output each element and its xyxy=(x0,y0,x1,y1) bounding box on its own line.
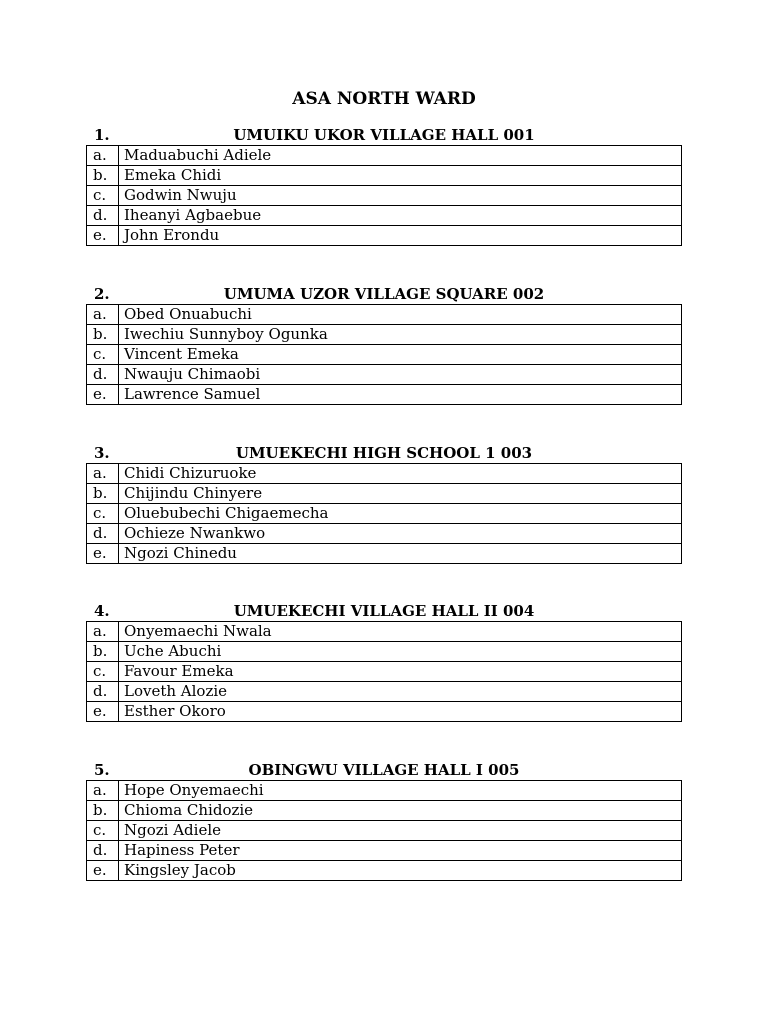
member-name: Lawrence Samuel xyxy=(119,385,682,405)
table-row xyxy=(87,524,682,544)
row-letter: b. xyxy=(87,642,119,662)
page-title: ASA NORTH WARD xyxy=(292,89,476,109)
row-letter: d. xyxy=(87,841,119,861)
member-name: Hope Onyemaechi xyxy=(119,781,682,801)
row-letter: c. xyxy=(87,821,119,841)
section-number: 5. xyxy=(94,761,110,779)
row-letter: d. xyxy=(87,365,119,385)
table-row xyxy=(87,365,682,385)
member-table xyxy=(86,463,682,564)
section-header xyxy=(86,443,682,463)
row-letter: e. xyxy=(87,226,119,246)
member-table xyxy=(86,621,682,722)
row-letter: b. xyxy=(87,325,119,345)
row-letter: d. xyxy=(87,524,119,544)
table-row xyxy=(87,821,682,841)
row-letter: c. xyxy=(87,186,119,206)
table-row xyxy=(87,801,682,821)
member-name: Ngozi Adiele xyxy=(119,821,682,841)
row-letter: c. xyxy=(87,662,119,682)
member-table xyxy=(86,780,682,881)
member-name: Onyemaechi Nwala xyxy=(119,622,682,642)
table-row xyxy=(87,642,682,662)
section-number: 3. xyxy=(94,444,110,462)
section-title: UMUMA UZOR VILLAGE SQUARE 002 xyxy=(223,285,545,303)
table-row xyxy=(87,841,682,861)
row-letter: c. xyxy=(87,504,119,524)
row-letter: e. xyxy=(87,385,119,405)
row-letter: e. xyxy=(87,861,119,881)
member-name: Chijindu Chinyere xyxy=(119,484,682,504)
section-title: UMUEKECHI HIGH SCHOOL 1 003 xyxy=(235,444,533,462)
member-name: Esther Okoro xyxy=(119,702,682,722)
table-row xyxy=(87,861,682,881)
table-row xyxy=(87,186,682,206)
member-table xyxy=(86,304,682,405)
row-letter: e. xyxy=(87,544,119,564)
section-number: 4. xyxy=(94,602,110,620)
section-header xyxy=(86,284,682,304)
section-title: OBINGWU VILLAGE HALL I 005 xyxy=(248,761,520,779)
section-number: 1. xyxy=(94,126,110,144)
member-name: Oluebubechi Chigaemecha xyxy=(119,504,682,524)
polling-unit-section xyxy=(86,601,682,722)
member-table xyxy=(86,145,682,246)
section-header xyxy=(86,760,682,780)
member-name: Ochieze Nwankwo xyxy=(119,524,682,544)
section-title: UMUEKECHI VILLAGE HALL II 004 xyxy=(233,602,535,620)
member-name: Loveth Alozie xyxy=(119,682,682,702)
polling-unit-section xyxy=(86,443,682,564)
member-name: Favour Emeka xyxy=(119,662,682,682)
table-row xyxy=(87,622,682,642)
polling-unit-section xyxy=(86,284,682,405)
row-letter: b. xyxy=(87,801,119,821)
table-row xyxy=(87,325,682,345)
member-name: Emeka Chidi xyxy=(119,166,682,186)
row-letter: c. xyxy=(87,345,119,365)
member-name: Chidi Chizuruoke xyxy=(119,464,682,484)
member-name: Kingsley Jacob xyxy=(119,861,682,881)
table-row xyxy=(87,166,682,186)
section-header xyxy=(86,125,682,145)
row-letter: d. xyxy=(87,682,119,702)
table-row xyxy=(87,484,682,504)
row-letter: a. xyxy=(87,622,119,642)
table-row xyxy=(87,781,682,801)
row-letter: a. xyxy=(87,781,119,801)
row-letter: a. xyxy=(87,146,119,166)
table-row xyxy=(87,662,682,682)
table-row xyxy=(87,544,682,564)
table-row xyxy=(87,146,682,166)
table-row xyxy=(87,702,682,722)
row-letter: d. xyxy=(87,206,119,226)
member-name: Obed Onuabuchi xyxy=(119,305,682,325)
member-name: John Erondu xyxy=(119,226,682,246)
member-name: Nwauju Chimaobi xyxy=(119,365,682,385)
section-number: 2. xyxy=(94,285,110,303)
table-row xyxy=(87,504,682,524)
table-row xyxy=(87,385,682,405)
table-row xyxy=(87,345,682,365)
member-name: Vincent Emeka xyxy=(119,345,682,365)
table-row xyxy=(87,682,682,702)
table-row xyxy=(87,305,682,325)
section-title: UMUIKU UKOR VILLAGE HALL 001 xyxy=(233,126,535,144)
table-row xyxy=(87,464,682,484)
member-name: Iheanyi Agbaebue xyxy=(119,206,682,226)
row-letter: a. xyxy=(87,305,119,325)
polling-unit-section xyxy=(86,760,682,881)
polling-unit-section xyxy=(86,125,682,246)
row-letter: e. xyxy=(87,702,119,722)
member-name: Iwechiu Sunnyboy Ogunka xyxy=(119,325,682,345)
section-header xyxy=(86,601,682,621)
member-name: Uche Abuchi xyxy=(119,642,682,662)
row-letter: b. xyxy=(87,484,119,504)
table-row xyxy=(87,206,682,226)
row-letter: a. xyxy=(87,464,119,484)
row-letter: b. xyxy=(87,166,119,186)
table-row xyxy=(87,226,682,246)
member-name: Maduabuchi Adiele xyxy=(119,146,682,166)
member-name: Godwin Nwuju xyxy=(119,186,682,206)
member-name: Ngozi Chinedu xyxy=(119,544,682,564)
member-name: Chioma Chidozie xyxy=(119,801,682,821)
member-name: Hapiness Peter xyxy=(119,841,682,861)
